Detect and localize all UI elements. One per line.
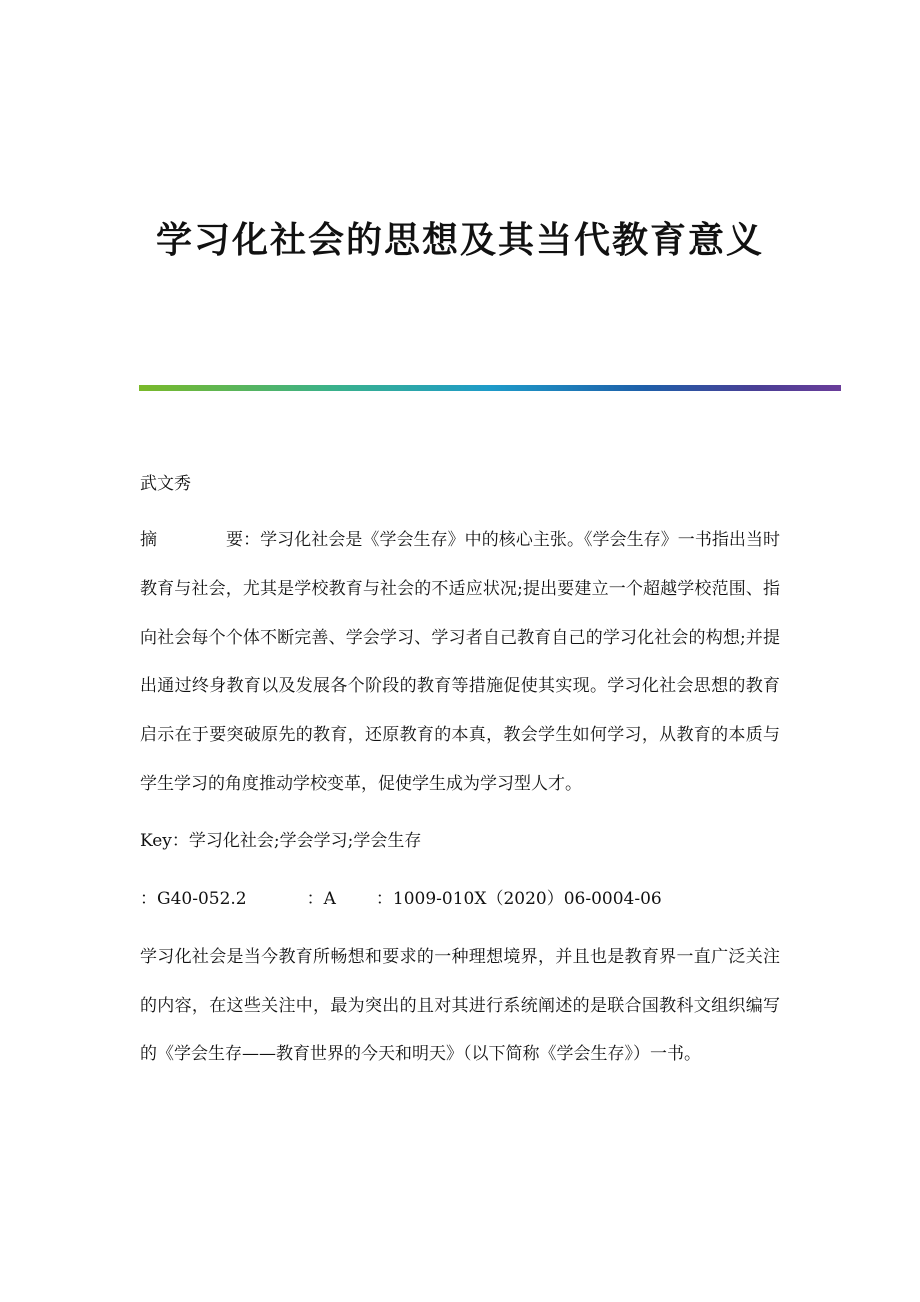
abstract-label-end: 要 [226,530,244,550]
abstract-label: 摘 [140,530,157,550]
title-divider [139,385,841,391]
body-paragraph: 学习化社会是当今教育所畅想和要求的一种理想境界，并且也是教育界一直广泛关注的内容，在这些关注中，最为突出的且对其进行系统阐述的是联合国教科文组织编写的《学会生存——教育世界的今天和明天》（以下简称《学会生存》）一书。 [140,946,780,1065]
keywords-label: Key： [140,830,189,851]
document-code: ：A [306,888,336,909]
author-name: 武文秀 [140,474,191,494]
article-id: ：1009-010X（2020）06-0004-06 [375,888,662,909]
abstract-text: 学习化社会是《学会生存》中的核心主张。《学会生存》一书指出当时教育与社会，尤其是学校教育与社会的不适应状况;提出要建立一个超越学校范围、指向社会每个个体不断完善、学会学习、学习者自己教育自己的学习化社会的构想;并提出通过终身教育以及发展各个阶段的教育等措施促使其实现。学习化社会思想的教育启示在于要突破原先的教育，还原教育的本真，教会学生如何学习，从教育的本质与学生学习的角度推动学校变革，促使学生成为学习型人才。 [140,530,781,794]
document-body [140,466,780,1093]
abstract-paragraph [140,516,780,809]
abstract-colon: ： [243,530,261,550]
document-title: 学习化社会的思想及其当代教育意义 [155,219,764,261]
keywords-text: 学习化社会;学会学习;学会生存 [188,830,422,851]
clc-number: ：G40-052.2 [140,888,247,909]
keywords-line [140,823,780,859]
classification-line [140,881,780,917]
